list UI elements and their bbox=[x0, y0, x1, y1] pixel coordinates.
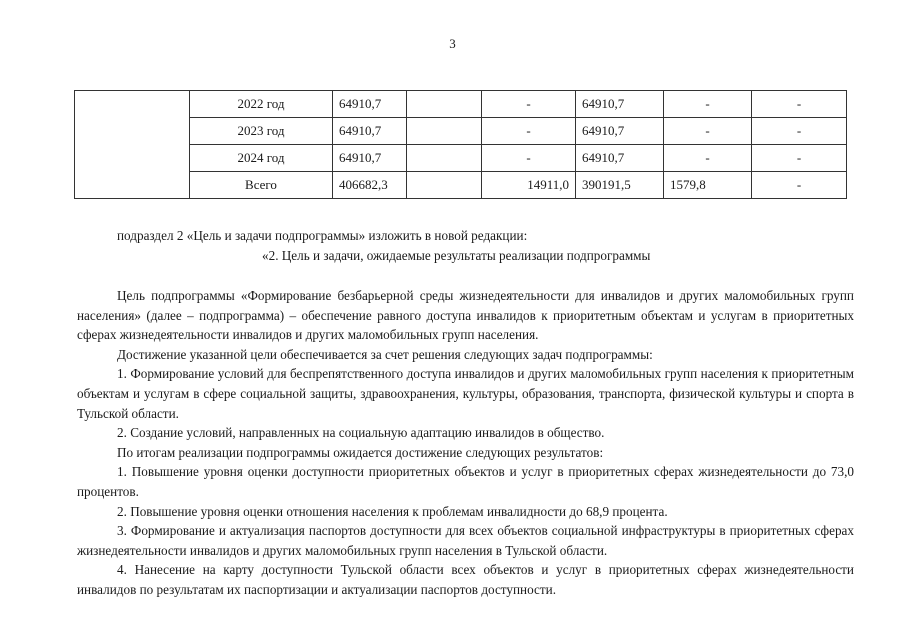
value-cell: 64910,7 bbox=[576, 118, 664, 145]
value-cell: 1579,8 bbox=[664, 172, 752, 199]
paragraph: Цель подпрограммы «Формирование безбарьерной среды жизнедеятельности для инвалидов и других маломобильных групп населения» (далее – подпрограмма) – обеспечение равного доступа инвалидов к приоритетным объектам и услугам в приоритетных сферах жизнедеятельности инвалидов и других маломобильных групп населения. bbox=[77, 288, 854, 343]
value-cell: - bbox=[482, 145, 576, 172]
value-cell bbox=[407, 91, 482, 118]
paragraph: 4. Нанесение на карту доступности Тульской области всех объектов и услуг в приоритетных сферах жизнедеятельности инвалидов по результатам их паспортизации и актуализации паспортов доступности. bbox=[77, 562, 854, 597]
value-cell: - bbox=[752, 118, 847, 145]
total-cell: 406682,3 bbox=[333, 172, 407, 199]
value-cell: 14911,0 bbox=[482, 172, 576, 199]
value-cell: - bbox=[482, 91, 576, 118]
body-text bbox=[77, 286, 854, 600]
paragraph: 1. Повышение уровня оценки доступности приоритетных объектов и услуг в приоритетных сферах жизнедеятельности до 73,0 процентов. bbox=[77, 464, 854, 499]
empty-label-cell bbox=[75, 91, 190, 199]
paragraph: 3. Формирование и актуализация паспортов доступности для всех объектов социальной инфраструктуры в приоритетных сферах жизнедеятельности инвалидов и других маломобильных групп населения в Тульской области. bbox=[77, 523, 854, 558]
page-number: 3 bbox=[449, 36, 456, 51]
section-heading: «2. Цель и задачи, ожидаемые результаты реализации подпрограммы bbox=[262, 248, 651, 263]
value-cell: - bbox=[752, 145, 847, 172]
amendment-intro: подраздел 2 «Цель и задачи подпрограммы» изложить в новой редакции: bbox=[117, 228, 528, 243]
total-cell: 64910,7 bbox=[333, 145, 407, 172]
table-row bbox=[75, 118, 847, 145]
paragraph: По итогам реализации подпрограммы ожидается достижение следующих результатов: bbox=[117, 444, 604, 460]
budget-table bbox=[74, 90, 847, 199]
value-cell: 64910,7 bbox=[576, 91, 664, 118]
paragraph: 1. Формирование условий для беспрепятственного доступа инвалидов и других маломобильных групп населения к приоритетным объектам и услугам в сфере социальной защиты, здравоохранения, культуры, образования, транспорта, физической культуры и спорта в Тульской области. bbox=[77, 366, 854, 421]
row-label: 2023 год bbox=[190, 118, 333, 145]
table-row bbox=[75, 145, 847, 172]
value-cell bbox=[407, 172, 482, 199]
value-cell bbox=[407, 145, 482, 172]
value-cell: - bbox=[752, 91, 847, 118]
value-cell: - bbox=[664, 118, 752, 145]
row-label: 2022 год bbox=[190, 91, 333, 118]
paragraph: Достижение указанной цели обеспечивается за счет решения следующих задач подпрограммы: bbox=[117, 346, 653, 362]
value-cell: - bbox=[664, 91, 752, 118]
row-label: Всего bbox=[190, 172, 333, 199]
paragraph: 2. Повышение уровня оценки отношения населения к проблемам инвалидности до 68,9 процента. bbox=[117, 503, 668, 519]
table-row bbox=[75, 172, 847, 199]
table-row bbox=[75, 91, 847, 118]
row-label: 2024 год bbox=[190, 145, 333, 172]
value-cell: 390191,5 bbox=[576, 172, 664, 199]
value-cell: - bbox=[752, 172, 847, 199]
total-cell: 64910,7 bbox=[333, 118, 407, 145]
paragraph: 2. Создание условий, направленных на социальную адаптацию инвалидов в общество. bbox=[117, 425, 605, 441]
value-cell: 64910,7 bbox=[576, 145, 664, 172]
total-cell: 64910,7 bbox=[333, 91, 407, 118]
value-cell bbox=[407, 118, 482, 145]
value-cell: - bbox=[482, 118, 576, 145]
value-cell: - bbox=[664, 145, 752, 172]
